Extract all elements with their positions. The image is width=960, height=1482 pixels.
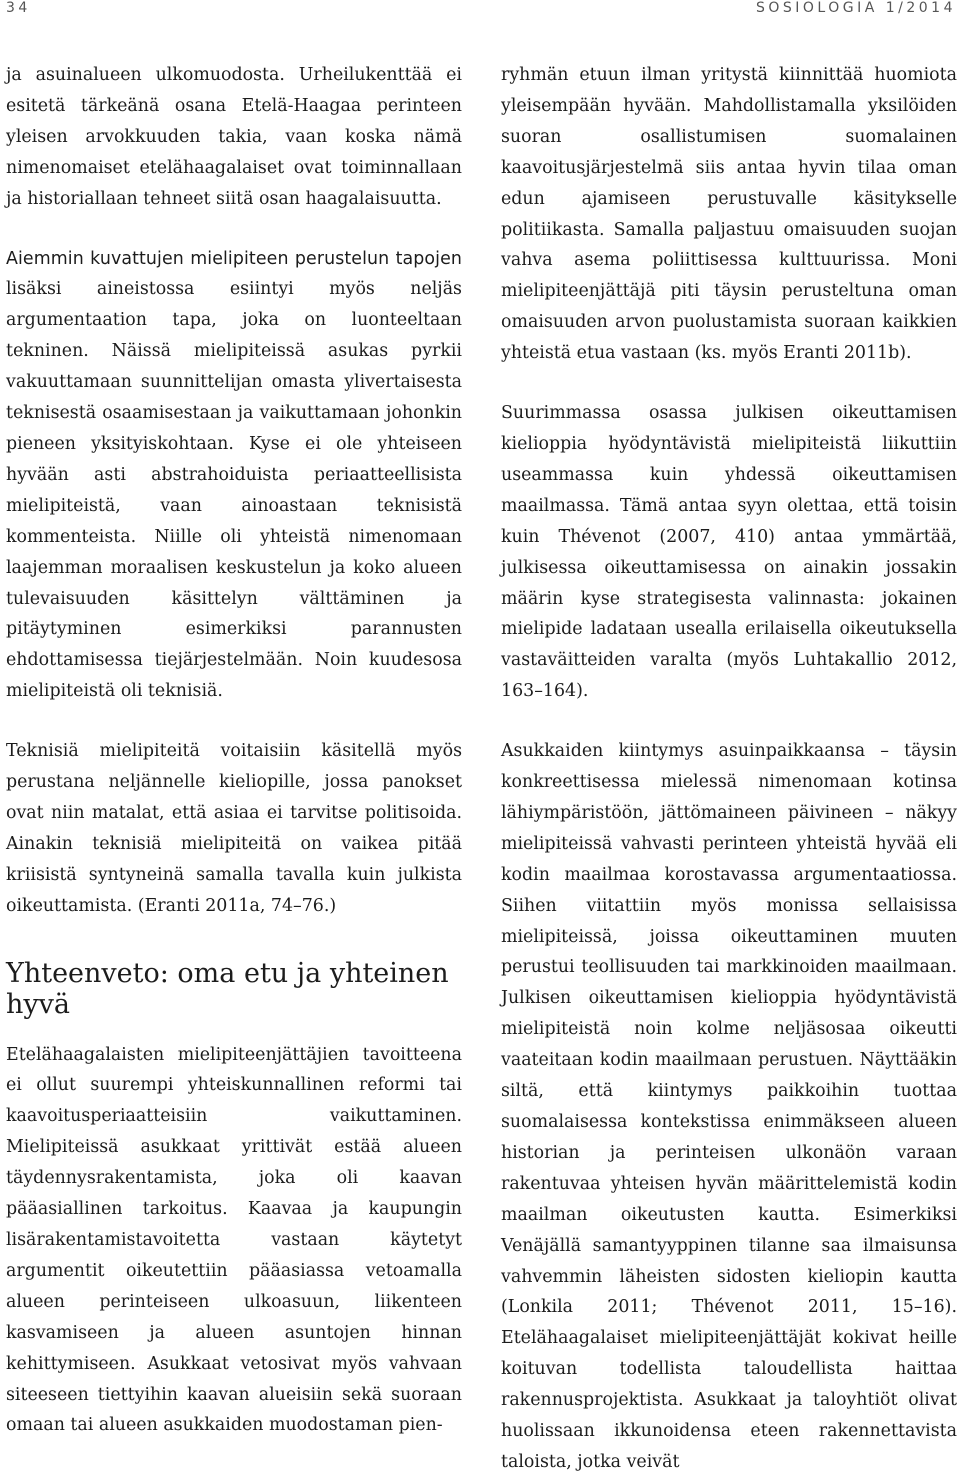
paragraph — [6, 244, 462, 708]
paragraph: Etelähaagalaisten mielipiteenjättäjien tavoitteena ei ollut suurempi yhteiskunnallinen reformi tai kaavoitusperiaatteisiin vaikuttaminen. Mielipiteissä asukkaat yrittivät estää alueen täydennysrakentamista, joka oli kaavan pääasiallinen tarkoitus. Kaavaa ja kaupungin lisärakentamistavoitetta vastaan käytetyt argumentit oikeutettiin pääasiassa vetoamalla alueen perinteiseen ulkoasuun, liikenteen kasvamiseen ja alueen asuntojen hinnan kehittymiseen. Asukkaat vetosivat myös vahvaan siteeseen tiettyihin kaavan alueisiin sekä suoraan omaan tai alueen asukkaiden muodostaman pien- — [6, 1044, 462, 1436]
running-head — [0, 0, 960, 22]
paragraph: Suurimmassa osassa julkisen oikeuttamisen kielioppia hyödyntävistä mielipiteistä liikuttiin useammassa kuin yhdessä oikeuttamisen maailmassa. Tämä antaa syyn olettaa, että toisin kuin Thévenot (2007, 410) antaa ymmärtää, julkisessa oikeuttamisessa on ainakin jossakin määrin kyse strategisesta valinnasta: jokainen mielipide ladataan usealla erilaisella oikeutuksella vastaväitteiden varalta (myös Luhtakallio 2012, 163–164). — [501, 403, 957, 702]
paragraph: Asukkaiden kiintymys asuinpaikkaansa – täysin konkreettisessa mielessä nimenomaan kotinsa lähiympäristöön, jättömaineen päivineen – näkyy mielipiteissä vahvasti perinteen yhteistä hyvää eli kodin maailmaa korostavassa argumentaatiossa. Siihen viitattiin myös monissa sellaisissa mielipiteissä, joissa oikeuttaminen muuten perustui teollisuuden tai markkinoiden maailmaan. Julkisen oikeuttamisen kielioppia hyödyntävistä mielipiteistä noin kolme neljäsosaa oikeutti vaateitaan kodin maailmaan perustuen. Näyttääkin siltä, että kiintymys paikkoihin tuottaa suomalaisessa kontekstissa enimmäkseen alueen historian ja perinteisen ulkonäön varaan rakentuvaa yhteisen hyvän määrittelemistä kodin maailman oikeutusten kautta. Esimerkiksi Venäjällä samantyyppinen tilanne saa ilmaisunsa vahvemmin läheisten sidosten kieliopin kautta (Lonkila 2011; Thévenot 2011, 15–16). Etelähaagalaiset mielipiteenjättäjät kokivat heille koituvan todellista taloudellista haittaa rakennusprojektista. Asukkaat ja taloyhtiöt olivat huolissaan ikkunoidensa eteen rakennettavista taloista, jotka veivät — [501, 741, 957, 1472]
paragraph-lead: Aiemmin kuvattujen mielipiteen perustelun tapojen — [6, 248, 462, 269]
left-column — [6, 60, 462, 1441]
page-number: 34 — [6, 0, 31, 16]
section-heading: Yhteenveto: oma etu ja yhteinen hyvä — [6, 957, 449, 1020]
paragraph: ryhmän etuun ilman yritystä kiinnittää huomiota yleisempään hyvään. Mahdollistamalla yksilöiden suoran osallistumisen suomalainen kaavoitusjärjestelmä siis antaa hyvin tilaa oman edun ajamiseen perustuvalle käsitykselle politiikasta. Samalla paljastuu omaisuuden suojan vahva asema poliittisessa kulttuurissa. Moni mielipiteenjättäjä piti täysin perusteltuna oman omaisuuden arvon puolustamista suoraan kaikkien yhteistä etua vastaan (ks. myös Eranti 2011b). — [501, 65, 957, 364]
right-column — [501, 60, 957, 1478]
journal-title: SOSIOLOGIA 1/2014 — [755, 0, 956, 16]
paragraph: Teknisiä mielipiteitä voitaisiin käsitellä myös perustana neljännelle kieliopille, jossa panokset ovat niin matalat, että asiaa ei tarvitse politisoida. Ainakin teknisiä mielipiteitä on vaikea pitää kriisistä syntyneinä samalla tavalla kuin julkista oikeuttamista. (Eranti 2011a, 74–76.) — [6, 741, 462, 916]
paragraph: ja asuinalueen ulkomuodosta. Urheilukenttää ei esitetä tärkeänä osana Etelä-Haagaa perinteen yleisen arvokkuuden takia, vaan koska nämä nimenomaiset etelähaagalaiset ovat toiminnallaan ja historiallaan tehneet siitä osan haagalaisuutta. — [6, 65, 462, 209]
paragraph-text: lisäksi aineistossa esiintyi myös neljäs argumentaation tapa, joka on luonteeltaan tekninen. Näissä mielipiteissä asukas pyrkii vakuuttamaan suunnittelijan omasta ylivertaisesta teknisestä osaamisestaan ja vaikuttamaan johonkin pieneen yksityiskohtaan. Kyse ei ole yhteiseen hyvään asti abstrahoiduista periaatteellisista mielipiteistä, vaan ainoastaan teknisistä kommenteista. Niille oli yhteistä nimenomaan laajemman moraalisen keskustelun ja koko alueen tulevaisuuden käsittelyn välttäminen ja pitäytyminen esimerkiksi parannusten ehdottamisessa tiejärjestelmään. Noin kuudesosa mielipiteistä oli teknisiä. — [6, 279, 462, 702]
